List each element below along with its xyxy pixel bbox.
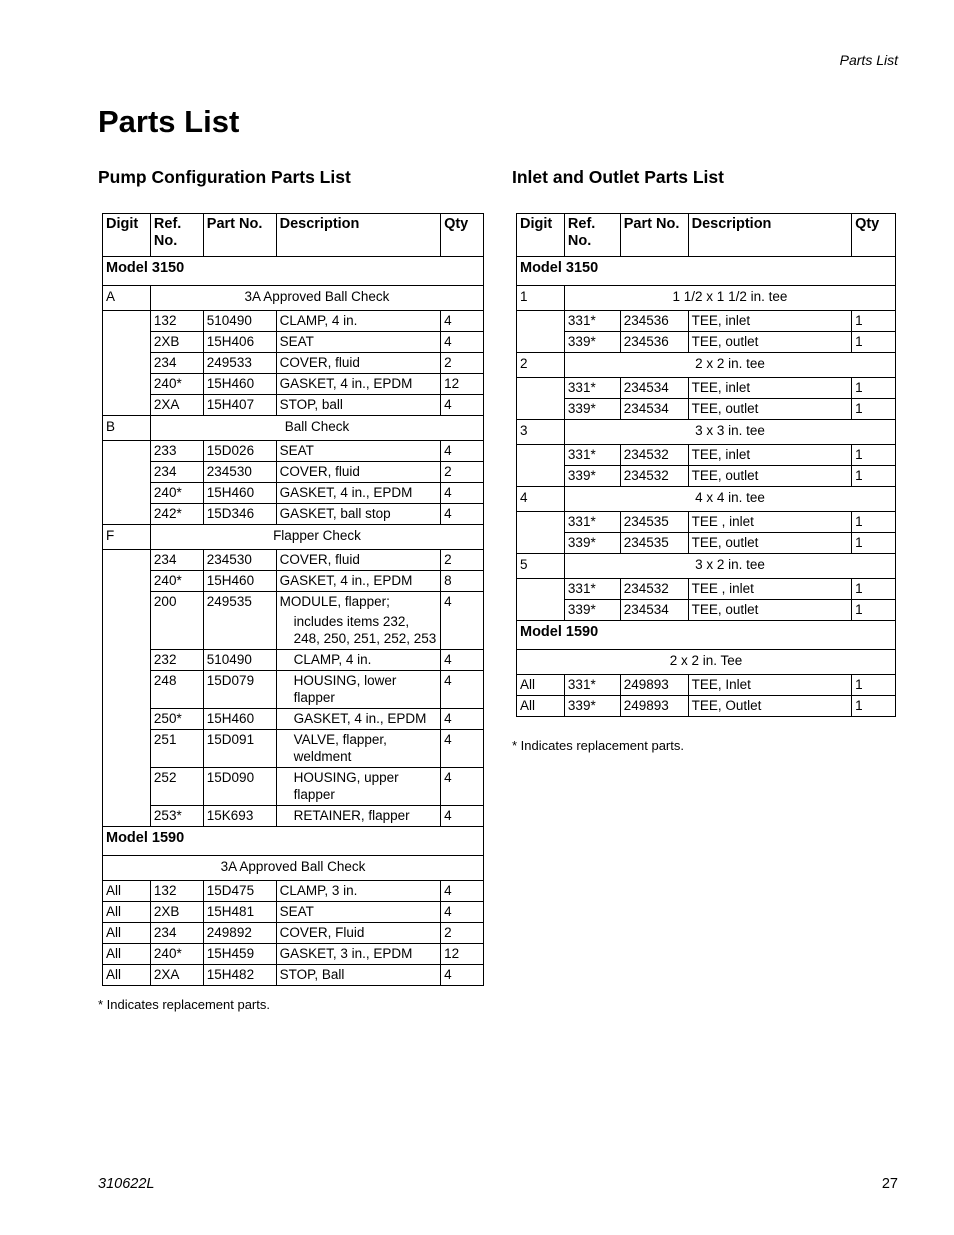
row-description [276, 902, 440, 923]
table-row [103, 311, 484, 332]
description-note: includes items 232, 248, 250, 251, 252, 253 [293, 614, 437, 646]
row-description [276, 483, 440, 504]
group-row [517, 353, 896, 378]
description-text: CLAMP, 4 in. [279, 313, 358, 328]
model-row [517, 257, 896, 286]
model-row [103, 827, 484, 856]
description-text: CLAMP, 4 in. [293, 652, 372, 667]
row-qty: 4 [441, 709, 484, 730]
row-ref: 2XA [150, 965, 203, 986]
table-row [517, 332, 896, 353]
row-digit: All [517, 696, 565, 717]
row-description [688, 466, 851, 487]
description-text: CLAMP, 3 in. [279, 883, 358, 898]
group-label: 3 x 2 in. tee [564, 554, 895, 579]
model-row [103, 257, 484, 286]
group-label: Ball Check [150, 416, 483, 441]
model-name: Model 3150 [103, 257, 484, 286]
row-qty: 1 [852, 378, 896, 399]
row-ref: 234 [150, 550, 203, 571]
group-label: 1 1/2 x 1 1/2 in. tee [564, 286, 895, 311]
table-row [103, 881, 484, 902]
row-description [688, 533, 851, 554]
description-text: TEE, Outlet [691, 698, 762, 713]
description-text: COVER, fluid [279, 355, 360, 370]
col-qty: Qty [441, 214, 484, 257]
page-number: 27 [881, 1176, 898, 1192]
row-part-no: 234534 [620, 399, 688, 420]
row-ref: 331* [564, 311, 620, 332]
row-ref: 331* [564, 579, 620, 600]
description-text: HOUSING, lower flapper [293, 673, 397, 705]
row-part-no: 234536 [620, 311, 688, 332]
group-digit: 5 [517, 554, 565, 579]
row-description [276, 395, 440, 416]
row-part-no: 234534 [620, 378, 688, 399]
row-description [276, 709, 440, 730]
row-digit [517, 311, 565, 353]
row-description [276, 374, 440, 395]
row-description [276, 944, 440, 965]
table-row [103, 571, 484, 592]
row-qty: 2 [441, 923, 484, 944]
row-part-no: 15H482 [203, 965, 276, 986]
row-part-no: 249892 [203, 923, 276, 944]
row-description [688, 600, 851, 621]
group-row [103, 525, 484, 550]
row-description [276, 730, 440, 768]
row-part-no: 15H460 [203, 374, 276, 395]
model-name: Model 1590 [517, 621, 896, 650]
description-text: GASKET, ball stop [279, 506, 391, 521]
table-row [517, 445, 896, 466]
description-text: STOP, Ball [279, 967, 345, 982]
group-digit: F [103, 525, 151, 550]
row-part-no: 15D091 [203, 730, 276, 768]
row-description [276, 462, 440, 483]
description-text: GASKET, 3 in., EPDM [279, 946, 413, 961]
row-qty: 1 [852, 332, 896, 353]
row-ref: 234 [150, 462, 203, 483]
row-part-no: 15H460 [203, 709, 276, 730]
description-text: TEE, outlet [691, 602, 759, 617]
row-qty: 4 [441, 311, 484, 332]
inlet-outlet-table [516, 213, 896, 717]
row-description [276, 332, 440, 353]
table-row [517, 466, 896, 487]
row-description [276, 671, 440, 709]
description-text: HOUSING, upper flapper [293, 770, 399, 802]
table-row [103, 550, 484, 571]
row-description [276, 881, 440, 902]
row-digit: All [103, 881, 151, 902]
row-ref: 240* [150, 483, 203, 504]
row-ref: 251 [150, 730, 203, 768]
model-name: Model 3150 [517, 257, 896, 286]
group-label: 3 x 3 in. tee [564, 420, 895, 445]
table-row [517, 399, 896, 420]
inlet-outlet-body [517, 257, 896, 717]
table-row [517, 579, 896, 600]
row-qty: 4 [441, 730, 484, 768]
group-label: 2 x 2 in. tee [564, 353, 895, 378]
row-qty: 4 [441, 332, 484, 353]
row-ref: 2XB [150, 902, 203, 923]
table-row [103, 504, 484, 525]
row-ref: 248 [150, 671, 203, 709]
description-text: TEE, inlet [691, 313, 751, 328]
row-ref: 253* [150, 806, 203, 827]
table-row [103, 902, 484, 923]
row-qty: 1 [852, 311, 896, 332]
group-label: 3A Approved Ball Check [150, 286, 483, 311]
description-text: TEE , inlet [691, 581, 754, 596]
table-row [103, 768, 484, 806]
table-row [103, 650, 484, 671]
row-ref: 234 [150, 923, 203, 944]
row-part-no: 249893 [620, 675, 688, 696]
row-digit: All [103, 965, 151, 986]
row-ref: 240* [150, 374, 203, 395]
table-row [517, 533, 896, 554]
row-description [276, 923, 440, 944]
description-text: GASKET, 4 in., EPDM [293, 711, 427, 726]
group-digit: B [103, 416, 151, 441]
row-digit: All [103, 923, 151, 944]
row-qty: 4 [441, 395, 484, 416]
description-text: TEE , inlet [691, 514, 754, 529]
description-text: TEE, inlet [691, 380, 751, 395]
page-title: Parts List [98, 104, 240, 139]
col-digit: Digit [517, 214, 565, 257]
row-description [276, 571, 440, 592]
row-digit [517, 512, 565, 554]
group-row [517, 420, 896, 445]
row-part-no: 234536 [620, 332, 688, 353]
row-ref: 339* [564, 332, 620, 353]
row-ref: 252 [150, 768, 203, 806]
row-part-no: 249893 [620, 696, 688, 717]
description-text: COVER, fluid [279, 464, 360, 479]
row-qty: 4 [441, 902, 484, 923]
group-row [103, 856, 484, 881]
row-qty: 4 [441, 768, 484, 806]
group-digit: 3 [517, 420, 565, 445]
row-description [276, 806, 440, 827]
row-description [276, 650, 440, 671]
col-ref: Ref. No. [150, 214, 203, 257]
col-qty: Qty [852, 214, 896, 257]
row-part-no: 234534 [620, 600, 688, 621]
group-label: 3A Approved Ball Check [103, 856, 484, 881]
description-text: VALVE, flapper, weldment [293, 732, 387, 764]
table-header-row [517, 214, 896, 257]
row-qty: 4 [441, 650, 484, 671]
row-ref: 339* [564, 600, 620, 621]
row-qty: 4 [441, 881, 484, 902]
description-text: SEAT [279, 443, 314, 458]
group-digit: 1 [517, 286, 565, 311]
row-description [276, 311, 440, 332]
row-description [688, 311, 851, 332]
row-ref: 132 [150, 881, 203, 902]
row-qty: 4 [441, 671, 484, 709]
row-part-no: 15H406 [203, 332, 276, 353]
row-ref: 233 [150, 441, 203, 462]
group-row [103, 286, 484, 311]
row-qty: 1 [852, 579, 896, 600]
row-description [688, 579, 851, 600]
col-description: Description [276, 214, 440, 257]
row-part-no: 15H460 [203, 571, 276, 592]
row-qty: 12 [441, 944, 484, 965]
row-qty: 4 [441, 483, 484, 504]
row-ref: 132 [150, 311, 203, 332]
row-qty: 1 [852, 600, 896, 621]
table-header-row [103, 214, 484, 257]
doc-number: 310622L [98, 1176, 155, 1192]
table-row [103, 353, 484, 374]
row-qty: 1 [852, 533, 896, 554]
row-qty: 2 [441, 353, 484, 374]
table-row [517, 600, 896, 621]
table-row [517, 512, 896, 533]
row-part-no: 15H459 [203, 944, 276, 965]
col-part: Part No. [203, 214, 276, 257]
row-part-no: 234532 [620, 445, 688, 466]
row-ref: 200 [150, 592, 203, 650]
row-part-no: 249533 [203, 353, 276, 374]
col-part: Part No. [620, 214, 688, 257]
row-description [688, 445, 851, 466]
row-digit [517, 579, 565, 621]
row-description [276, 353, 440, 374]
group-label: 2 x 2 in. Tee [517, 650, 896, 675]
group-label: Flapper Check [150, 525, 483, 550]
model-row [517, 621, 896, 650]
table-row [103, 709, 484, 730]
row-part-no: 15H481 [203, 902, 276, 923]
group-row [517, 650, 896, 675]
footnote: * Indicates replacement parts. [98, 997, 270, 1012]
table-row [103, 483, 484, 504]
row-qty: 8 [441, 571, 484, 592]
row-part-no: 234530 [203, 550, 276, 571]
row-ref: 331* [564, 378, 620, 399]
table-row [517, 378, 896, 399]
running-header: Parts List [839, 52, 898, 68]
row-ref: 2XA [150, 395, 203, 416]
row-description [276, 504, 440, 525]
group-row [517, 487, 896, 512]
row-part-no: 234532 [620, 466, 688, 487]
row-qty: 2 [441, 550, 484, 571]
col-description: Description [688, 214, 851, 257]
row-description [688, 399, 851, 420]
row-description [688, 512, 851, 533]
row-part-no: 234530 [203, 462, 276, 483]
row-description [276, 592, 440, 650]
row-qty: 1 [852, 399, 896, 420]
row-part-no: 15D079 [203, 671, 276, 709]
description-text: TEE, outlet [691, 401, 759, 416]
row-digit: All [517, 675, 565, 696]
group-digit: 4 [517, 487, 565, 512]
description-text: TEE, outlet [691, 535, 759, 550]
row-part-no: 15D090 [203, 768, 276, 806]
row-part-no: 249535 [203, 592, 276, 650]
row-digit: All [103, 902, 151, 923]
table-row [103, 332, 484, 353]
row-part-no: 15H460 [203, 483, 276, 504]
row-description [276, 550, 440, 571]
row-ref: 331* [564, 675, 620, 696]
row-part-no: 234535 [620, 512, 688, 533]
row-part-no: 234535 [620, 533, 688, 554]
table-row [103, 395, 484, 416]
group-digit: A [103, 286, 151, 311]
row-description [688, 378, 851, 399]
pump-config-title: Pump Configuration Parts List [98, 167, 351, 187]
table-row [103, 441, 484, 462]
row-ref: 232 [150, 650, 203, 671]
row-part-no: 15D346 [203, 504, 276, 525]
group-row [517, 554, 896, 579]
row-qty: 1 [852, 696, 896, 717]
row-digit [103, 441, 151, 525]
row-digit [103, 550, 151, 827]
row-ref: 339* [564, 466, 620, 487]
row-qty: 1 [852, 675, 896, 696]
row-qty: 2 [441, 462, 484, 483]
row-ref: 331* [564, 512, 620, 533]
row-description [276, 441, 440, 462]
row-ref: 339* [564, 399, 620, 420]
row-part-no: 15D475 [203, 881, 276, 902]
table-row [103, 923, 484, 944]
description-text: COVER, fluid [279, 552, 360, 567]
table-row [103, 374, 484, 395]
row-description [688, 675, 851, 696]
row-part-no: 510490 [203, 311, 276, 332]
group-row [517, 286, 896, 311]
description-text: MODULE, flapper; [279, 594, 390, 609]
table-row [517, 696, 896, 717]
description-text: GASKET, 4 in., EPDM [279, 573, 413, 588]
row-part-no: 510490 [203, 650, 276, 671]
col-digit: Digit [103, 214, 151, 257]
row-part-no: 15D026 [203, 441, 276, 462]
row-qty: 4 [441, 441, 484, 462]
row-qty: 12 [441, 374, 484, 395]
row-part-no: 234532 [620, 579, 688, 600]
group-row [103, 416, 484, 441]
table-row [103, 592, 484, 650]
group-label: 4 x 4 in. tee [564, 487, 895, 512]
row-qty: 4 [441, 592, 484, 650]
description-text: GASKET, 4 in., EPDM [279, 376, 413, 391]
table-row [103, 730, 484, 768]
row-description [276, 768, 440, 806]
row-qty: 1 [852, 512, 896, 533]
row-ref: 339* [564, 696, 620, 717]
pump-config-body [103, 257, 484, 986]
inlet-outlet-title: Inlet and Outlet Parts List [512, 167, 724, 187]
row-ref: 250* [150, 709, 203, 730]
description-text: COVER, Fluid [279, 925, 365, 940]
description-text: STOP, ball [279, 397, 343, 412]
row-qty: 1 [852, 445, 896, 466]
row-digit [517, 445, 565, 487]
description-text: TEE, outlet [691, 468, 759, 483]
row-qty: 4 [441, 504, 484, 525]
row-ref: 240* [150, 944, 203, 965]
table-row [103, 806, 484, 827]
model-name: Model 1590 [103, 827, 484, 856]
table-row [103, 965, 484, 986]
row-qty: 1 [852, 466, 896, 487]
pump-config-table [102, 213, 484, 986]
row-ref: 339* [564, 533, 620, 554]
description-text: TEE, outlet [691, 334, 759, 349]
col-ref: Ref. No. [564, 214, 620, 257]
row-ref: 234 [150, 353, 203, 374]
row-ref: 240* [150, 571, 203, 592]
row-description [688, 696, 851, 717]
row-ref: 331* [564, 445, 620, 466]
row-ref: 242* [150, 504, 203, 525]
row-digit [103, 311, 151, 416]
row-description [688, 332, 851, 353]
group-digit: 2 [517, 353, 565, 378]
description-text: TEE, Inlet [691, 677, 751, 692]
row-qty: 4 [441, 806, 484, 827]
description-text: TEE, inlet [691, 447, 751, 462]
table-row [103, 944, 484, 965]
row-part-no: 15K693 [203, 806, 276, 827]
row-ref: 2XB [150, 332, 203, 353]
description-text: RETAINER, flapper [293, 808, 410, 823]
description-text: SEAT [279, 904, 314, 919]
row-description [276, 965, 440, 986]
footnote: * Indicates replacement parts. [512, 738, 684, 753]
row-digit [517, 378, 565, 420]
table-row [517, 311, 896, 332]
table-row [103, 671, 484, 709]
table-row [103, 462, 484, 483]
row-qty: 4 [441, 965, 484, 986]
table-row [517, 675, 896, 696]
row-digit: All [103, 944, 151, 965]
description-text: SEAT [279, 334, 314, 349]
description-text: GASKET, 4 in., EPDM [279, 485, 413, 500]
row-part-no: 15H407 [203, 395, 276, 416]
